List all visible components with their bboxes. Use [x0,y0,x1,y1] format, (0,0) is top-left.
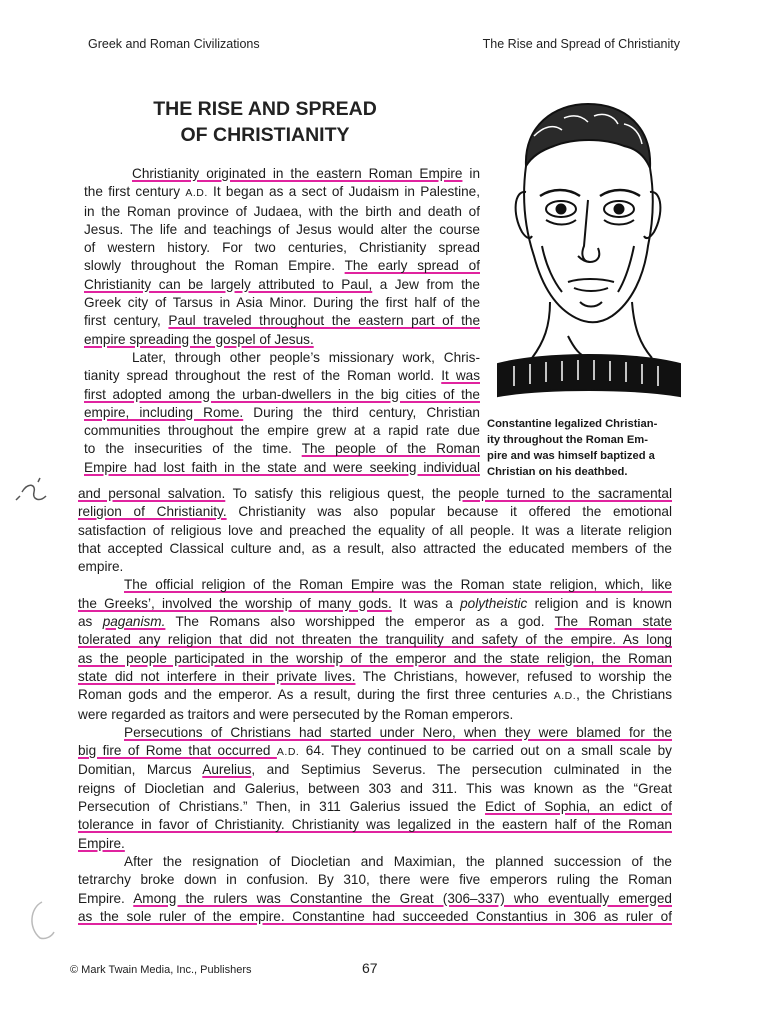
text-line: of western history. For two centuries, Christianity spread [84,240,480,256]
text-line [78,816,672,834]
body-column-wide [78,485,672,926]
era-abbreviation: A.D. [553,690,577,703]
text-line: Jesus. The life and teachings of Jesus would alter the course [84,221,480,237]
text-line [84,183,480,202]
highlighted-phrase: as the sole ruler of the empire. Constantine had succeeded Constantius in 306 as ruler of [78,908,672,924]
highlighted-phrase: big fire of Rome that occurred [78,743,277,759]
text-run: religion and is known [527,595,672,611]
text-run: Christianity was also popular because it offered the emotional [226,504,672,520]
text-line [78,724,672,742]
text-line [84,276,480,294]
italic-term: polytheistic [460,595,528,611]
page-number: 67 [362,960,378,976]
highlighted-phrase: as the people participated in the worship of the emperor and the state religion, the Roman [78,650,672,666]
highlighted-phrase: Empire. [78,835,125,851]
text-line: After the resignation of Diocletian and Maximian, the planned succession of the [124,853,672,869]
text-run: To satisfy this religious quest, the [225,486,459,501]
text-line [78,576,672,594]
text-run: Domitian, Marcus [78,762,203,778]
constantine-bust-illustration [484,96,684,402]
text-run: It began as a sect of Judaism in Palestine, [207,184,480,200]
text-run: as [78,614,103,630]
highlighted-phrase: paganism. [102,614,166,630]
highlighted-phrase: religion of Christianity. [78,504,227,520]
text-line [78,835,672,853]
highlighted-phrase: The people of the Roman [301,441,480,457]
highlighted-phrase: Christianity can be largely attributed to Paul, [84,276,373,292]
era-abbreviation: A.D. [276,746,300,759]
highlighted-phrase: The early spread of [344,258,480,274]
running-head-right: The Rise and Spread of Christianity [482,37,680,51]
text-line: in the Roman province of Judaea, with the birth and death of [84,203,480,219]
text-line [78,631,672,649]
text-run: , and Septimius Severus. The persecution culminated in the [251,762,672,778]
text-line [84,440,480,458]
text-line [78,890,672,908]
text-line [78,650,672,668]
text-line [84,165,480,183]
highlighted-phrase: The Roman state [554,614,672,630]
highlighted-phrase: and personal salvation. [78,486,226,501]
caption-line: Christian on his deathbed. [487,466,628,478]
highlighted-phrase: Christianity originated in the eastern Roman Empire [132,166,463,181]
highlighted-phrase: The official religion of the Roman Empire was the Roman state religion, which, like [124,577,672,593]
text-run: Roman gods and the emperor. As a result, during the first three centuries [78,687,554,703]
running-head-left: Greek and Roman Civilizations [88,37,260,51]
text-line: empire. [78,559,124,575]
text-run: Persecution of Christians.” Then, in 311 Galerius issued the [78,799,485,815]
highlighted-phrase: Empire had lost faith in the state and were seeking individual [84,459,480,475]
highlighted-phrase: tolerance in favor of Christianity. Christianity was legalized in the eastern half of the Roman [78,817,672,833]
text-line [78,595,672,613]
page-title [100,96,430,148]
highlighted-phrase: Persecutions of Christians had started under Nero, when they were blamed for the [124,724,672,740]
text-line: reigns of Diocletian and Galerius, between 303 and 311. This was known as the “Great [78,780,672,796]
title-line-2: OF CHRISTIANITY [180,124,350,146]
text-line: that accepted Classical culture and, as a result, also attracted the educated members of the [78,540,672,556]
text-line [84,312,480,330]
text-run: to the insecurities of the time. [84,441,302,457]
highlighted-phrase: Among the rulers was Constantine the Great (306–337) who eventually emerged [133,890,672,906]
highlighted-phrase: people turned to the sacramental [458,486,672,501]
image-caption [487,416,687,480]
text-run: , the Christians [576,687,672,703]
text-line [78,613,672,631]
highlighted-phrase: Paul traveled throughout the eastern part of the [168,313,480,329]
era-abbreviation: A.D. [185,187,208,200]
text-run: first century, [84,313,169,329]
text-run: the first century [84,184,186,200]
text-line: tetrarchy broke down in confusion. By 310, there were five emperors ruling the Roman [78,872,672,888]
text-line: were regarded as traitors and were persecuted by the Roman emperors. [78,706,514,722]
highlighted-phrase: the Greeks’, involved the worship of many gods. [78,595,392,611]
body-column-narrow [84,165,480,477]
text-run: a Jew from the [372,276,480,292]
text-line [78,742,672,761]
highlighted-phrase: Aurelius [202,762,252,778]
text-run: tianity spread throughout the rest of the Roman world. [84,368,442,384]
text-line [78,485,672,503]
title-line-1: THE RISE AND SPREAD [153,98,377,120]
text-line [78,798,672,816]
text-run: The Romans also worshipped the emperor as a god. [165,614,555,630]
text-line [78,908,672,926]
text-line [78,668,672,686]
text-run: in [462,166,480,181]
text-run: slowly throughout the Roman Empire. [84,258,345,274]
text-line: satisfaction of religious love and preached the equality of all people. It was a literate religion [78,522,672,538]
text-line [78,503,672,521]
publisher-credit: © Mark Twain Media, Inc., Publishers [70,964,252,976]
highlighted-phrase: tolerated any religion that did not threaten the tranquility and safety of the empire. As long [78,632,672,648]
text-line [84,367,480,385]
text-line [78,686,672,705]
text-line: Greek city of Tarsus in Asia Minor. During the first half of the [84,295,480,311]
text-line [84,331,480,349]
caption-line: pire and was himself baptized a [487,450,655,462]
text-line [84,404,480,422]
binder-hole-mark [22,898,58,942]
caption-line: Constantine legalized Christian- [487,418,658,430]
text-line [78,761,672,779]
text-line [84,459,480,477]
text-run: Empire. [78,890,134,906]
text-run: It was a [391,595,461,611]
highlighted-phrase: empire spreading the gospel of Jesus. [84,331,314,347]
text-run: 64. They continued to be carried out on a small scale by [299,743,672,759]
highlighted-phrase: first adopted among the urban-dwellers in the big cities of the [84,386,480,402]
text-run: During the third century, Christian [243,404,480,420]
text-run: The Christians, however, refused to worship the [355,668,672,684]
highlighted-phrase: state did not interfere in their private lives. [78,668,356,684]
highlighted-phrase: empire, including Rome. [84,404,244,420]
highlighted-phrase: It was [441,368,480,384]
text-line: communities throughout the empire grew at a rapid rate due [84,423,480,439]
text-line [84,386,480,404]
text-line [84,257,480,275]
highlighted-phrase: Edict of Sophia, an edict of [484,799,672,815]
caption-line: ity throughout the Roman Em- [487,434,648,446]
margin-scribble-mark [14,474,54,510]
text-line: Later, through other people’s missionary work, Chris- [132,349,480,365]
